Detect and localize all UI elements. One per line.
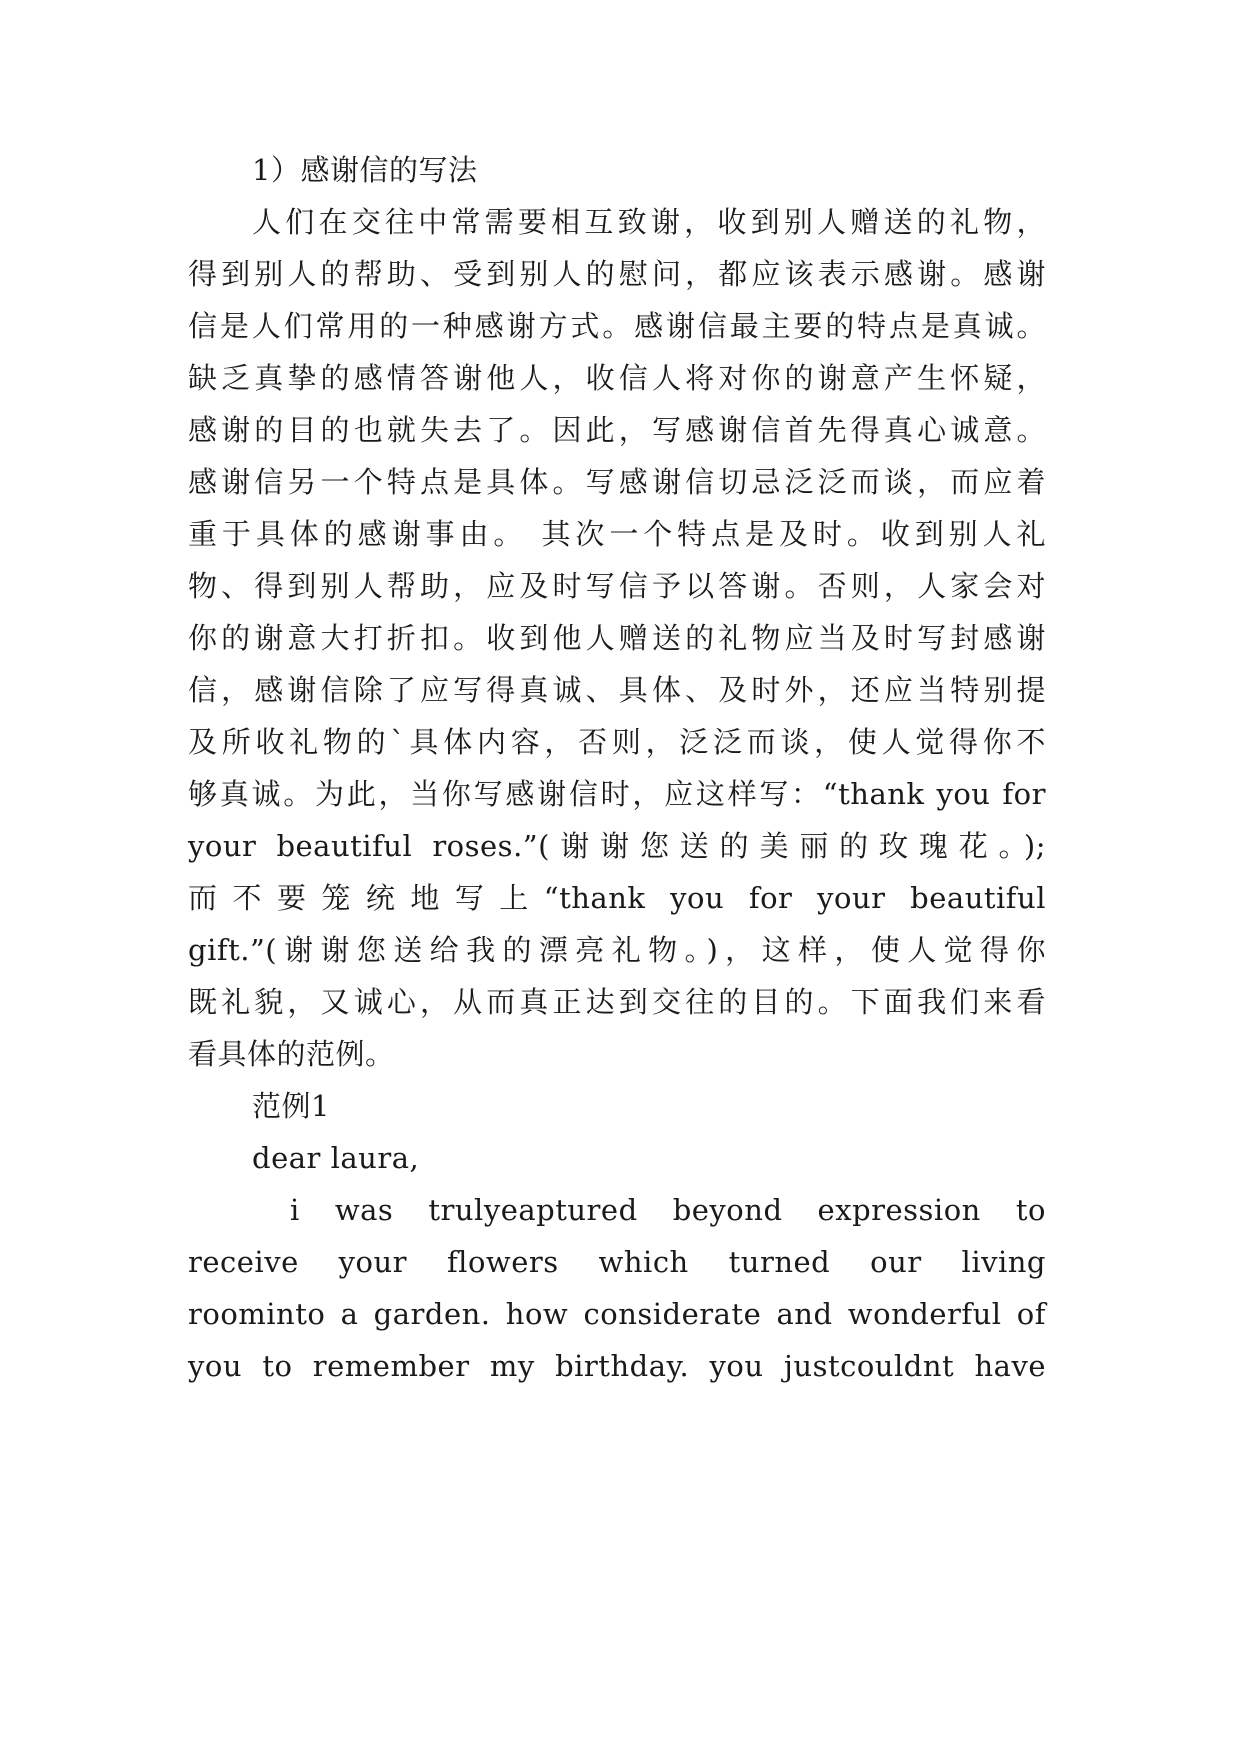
letter-line: receive your flowers which turned our living xyxy=(188,1245,1046,1279)
paragraph-line: 你的谢意大打折扣。收到他人赠送的礼物应当及时写封感谢 xyxy=(188,621,1046,655)
letter-line: you to remember my birthday. you justcouldnt have xyxy=(188,1349,1046,1383)
letter-line: i was trulyeaptured beyond expression to xyxy=(290,1193,1046,1227)
paragraph-line: 看具体的范例。 xyxy=(188,1037,395,1071)
letter-line: roominto a garden. how considerate and wonderful of xyxy=(188,1297,1046,1331)
paragraph-line: 信，感谢信除了应写得真诚、具体、及时外，还应当特别提 xyxy=(188,673,1046,707)
paragraph-line: 感谢的目的也就失去了。因此，写感谢信首先得真心诚意。 xyxy=(188,413,1046,447)
paragraph-line: 缺乏真挚的感情答谢他人，收信人将对你的谢意产生怀疑， xyxy=(188,361,1046,395)
paragraph-line: 而不要笼统地写上“thank you for your beautiful xyxy=(188,881,1046,915)
paragraph-line: 得到别人的帮助、受到别人的慰问，都应该表示感谢。感谢 xyxy=(188,257,1046,291)
paragraph-line: 人们在交往中常需要相互致谢，收到别人赠送的礼物， xyxy=(252,205,1046,239)
paragraph-line: 够真诚。为此，当你写感谢信时，应这样写：“thank you for xyxy=(188,777,1046,811)
section-heading: 1）感谢信的写法 xyxy=(252,153,478,187)
paragraph-line: 既礼貌，又诚心，从而真正达到交往的目的。下面我们来看 xyxy=(188,985,1046,1019)
paragraph-line: your beautiful roses.”(谢谢您送的美丽的玫瑰花。); xyxy=(188,829,1046,863)
paragraph-line: 物、得到别人帮助，应及时写信予以答谢。否则，人家会对 xyxy=(188,569,1046,603)
paragraph-line: 信是人们常用的一种感谢方式。感谢信最主要的特点是真诚。 xyxy=(188,309,1046,343)
letter-salutation: dear laura, xyxy=(252,1141,420,1175)
paragraph-line: gift.”(谢谢您送给我的漂亮礼物。)，这样，使人觉得你 xyxy=(188,933,1046,967)
paragraph-line: 感谢信另一个特点是具体。写感谢信切忌泛泛而谈，而应着 xyxy=(188,465,1046,499)
paragraph-line: 重于具体的感谢事由。 其次一个特点是及时。收到别人礼 xyxy=(188,517,1046,551)
paragraph-line: 及所收礼物的`具体内容，否则，泛泛而谈，使人觉得你不 xyxy=(188,725,1046,759)
example-title: 范例1 xyxy=(252,1089,330,1123)
